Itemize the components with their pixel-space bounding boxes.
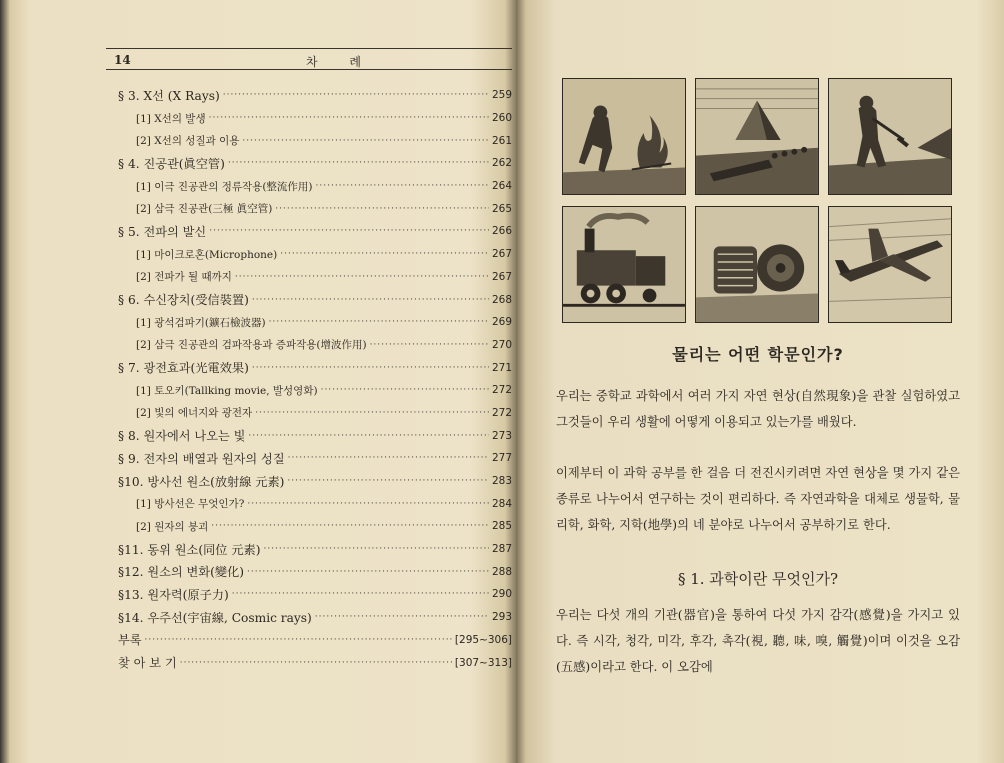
dot-leader xyxy=(321,385,489,395)
toc-entry-page: 259 xyxy=(491,89,512,102)
toc-entry-page: 288 xyxy=(491,565,512,578)
toc-entry-label: 부록 xyxy=(118,633,142,648)
dot-leader xyxy=(235,272,489,282)
toc-entry xyxy=(118,243,512,266)
toc-entry xyxy=(118,629,512,652)
toc-entry-page: 273 xyxy=(491,429,512,442)
toc-entry-label: [1] X선의 발생 xyxy=(136,112,206,125)
toc-entry-page: 287 xyxy=(491,543,512,556)
toc-entry-label: §13. 원자력(原子力) xyxy=(118,587,229,602)
toc-entry xyxy=(118,583,512,606)
toc-entry xyxy=(118,220,512,243)
toc-entry-page: 267 xyxy=(491,248,512,261)
toc-entry xyxy=(118,356,512,379)
toc-entry-page: 267 xyxy=(491,270,512,283)
toc-entry-page: 269 xyxy=(491,316,512,329)
toc-entry-page: 272 xyxy=(491,384,512,397)
toc-entry-page: 260 xyxy=(491,112,512,125)
toc-entry-label: § 8. 원자에서 나오는 빛 xyxy=(118,429,246,444)
toc-entry-page: 283 xyxy=(491,475,512,488)
dot-leader xyxy=(280,249,489,259)
dot-leader xyxy=(269,317,489,327)
toc-entry-page: 290 xyxy=(491,588,512,601)
dot-leader xyxy=(287,476,489,486)
toc-entry-label: §11. 동위 원소(同位 元素) xyxy=(118,542,261,557)
toc-entry xyxy=(118,651,512,674)
dynamo-machine-illustration xyxy=(695,206,819,323)
dot-leader xyxy=(209,113,489,123)
toc-entry-page: 261 xyxy=(491,134,512,147)
illustration-grid xyxy=(562,78,954,324)
paragraph-senses: 우리는 다섯 개의 기관(器官)을 통하여 다섯 가지 감각(感覺)을 가지고 있다. 즉 시각, 청각, 미각, 후각, 촉각(視, 聽, 味, 嗅, 觸覺)이며 이것을 오감(五感)이라고 한다. 이 오감에 xyxy=(556,608,960,674)
dot-leader xyxy=(209,226,489,236)
toc-entry-page: [307~313] xyxy=(454,656,512,669)
fire-maker-illustration xyxy=(562,78,686,195)
toc-entry xyxy=(118,538,512,561)
toc-entry-page: 271 xyxy=(491,361,512,374)
toc-entry xyxy=(118,606,512,629)
toc-entry-label: [2] 빛의 에너지와 광전자 xyxy=(136,407,253,420)
toc-entry-label: §14. 우주선(宇宙線, Cosmic rays) xyxy=(118,610,312,625)
dot-leader xyxy=(180,658,452,668)
toc-entry-page: 268 xyxy=(491,293,512,306)
toc-entry-label: [1] 광석검파기(鑛石檢波器) xyxy=(136,316,266,329)
dot-leader xyxy=(252,363,489,373)
running-title: 차 례 xyxy=(306,55,375,69)
toc-entry-page: 277 xyxy=(491,452,512,465)
toc-entry-label: § 5. 전파의 발신 xyxy=(118,224,207,239)
toc-entry-page: 293 xyxy=(491,611,512,624)
toc-entry xyxy=(118,447,512,470)
dot-leader xyxy=(315,612,489,622)
toc-entry xyxy=(118,175,512,198)
dot-leader xyxy=(288,453,489,463)
toc-entry-page: 266 xyxy=(491,225,512,238)
dot-leader xyxy=(263,544,489,554)
toc-entry xyxy=(118,560,512,583)
toc-entry-label: [1] 마이크로혼(Microphone) xyxy=(136,248,278,261)
toc-entry-label: § 6. 수신장치(受信裝置) xyxy=(118,293,249,308)
toc-entry-page: 264 xyxy=(491,180,512,193)
toc-entry-label: §10. 방사선 원소(放射線 元素) xyxy=(118,474,285,489)
dot-leader xyxy=(370,340,489,350)
dot-leader xyxy=(247,567,489,577)
dot-leader xyxy=(247,499,489,509)
toc-entry-page: 262 xyxy=(491,157,512,170)
toc-entry-label: § 4. 진공관(眞空管) xyxy=(118,156,225,171)
dot-leader xyxy=(228,158,489,168)
toc-entry-page: 265 xyxy=(491,202,512,215)
page-number: 14 xyxy=(114,53,131,67)
dot-leader xyxy=(145,635,452,645)
section-title: § 1. 과학이란 무엇인가? xyxy=(677,570,839,588)
toc-entry xyxy=(118,152,512,175)
toc-entry xyxy=(118,288,512,311)
toc-entry-label: [2] 삼극 진공관의 검파작용과 증파작용(增波作用) xyxy=(136,339,367,352)
pyramid-builders-illustration xyxy=(695,78,819,195)
toc-entry xyxy=(118,424,512,447)
toc-entry xyxy=(118,129,512,152)
toc-entry xyxy=(118,402,512,425)
toc-entry xyxy=(118,470,512,493)
toc-entry-page: 285 xyxy=(491,520,512,533)
toc-entry-label: § 3. X선 (X Rays) xyxy=(118,88,220,103)
dot-leader xyxy=(223,90,489,100)
toc-entry xyxy=(118,311,512,334)
toc-entry-label: § 7. 광전효과(光電效果) xyxy=(118,361,249,376)
table-of-contents xyxy=(118,84,512,674)
dot-leader xyxy=(255,408,489,418)
farmer-hoeing-illustration xyxy=(828,78,952,195)
steam-locomotive-illustration xyxy=(562,206,686,323)
toc-entry xyxy=(118,197,512,220)
toc-entry-page: 272 xyxy=(491,406,512,419)
dot-leader xyxy=(252,295,489,305)
dot-leader xyxy=(248,431,489,441)
toc-entry xyxy=(118,492,512,515)
toc-entry-page: [295~306] xyxy=(454,633,512,646)
toc-entry-page: 270 xyxy=(491,338,512,351)
toc-entry-label: [1] 이극 진공관의 정류작용(整流作用) xyxy=(136,180,313,193)
dot-leader xyxy=(211,521,489,531)
toc-entry-label: §12. 원소의 변화(變化) xyxy=(118,565,244,580)
toc-entry-label: § 9. 전자의 배열과 원자의 성질 xyxy=(118,451,285,466)
toc-entry-label: [2] 원자의 붕괴 xyxy=(136,520,209,533)
paragraph-intro: 우리는 중학교 과학에서 여러 가지 자연 현상(自然現象)을 관찰 실험하였고 그것들이 우리 생활에 어떻게 이용되고 있는가를 배웠다. xyxy=(556,389,960,429)
toc-entry xyxy=(118,334,512,357)
dot-leader xyxy=(232,589,489,599)
airplane-illustration xyxy=(828,206,952,323)
toc-entry xyxy=(118,84,512,107)
toc-entry xyxy=(118,107,512,130)
running-head xyxy=(106,48,512,70)
toc-entry xyxy=(118,379,512,402)
toc-entry-label: [1] 방사선은 무엇인가? xyxy=(136,498,245,511)
toc-entry-label: [2] X선의 성질과 이용 xyxy=(136,135,240,148)
dot-leader xyxy=(275,204,489,214)
toc-entry xyxy=(118,266,512,289)
paragraph-divisions: 이제부터 이 과학 공부를 한 걸음 더 전진시키려면 자연 현상을 몇 가지 같은 종류로 나누어서 연구하는 것이 편리하다. 즉 자연과학을 대체로 생물학, 물리학, 화학, 지학(地學)의 네 분야로 나누어서 공부하기로 한다. xyxy=(556,466,960,532)
toc-entry-page: 284 xyxy=(491,497,512,510)
toc-entry-label: 찾 아 보 기 xyxy=(118,656,177,671)
toc-entry-label: [2] 삼극 진공관(三極 眞空管) xyxy=(136,203,273,216)
dot-leader xyxy=(242,136,489,146)
toc-entry-label: [1] 토오키(Tallking movie, 발성영화) xyxy=(136,384,318,397)
chapter-heading: 물리는 어떤 학문인가? xyxy=(672,345,844,364)
toc-entry xyxy=(118,515,512,538)
dot-leader xyxy=(316,181,489,191)
toc-entry-label: [2] 전파가 될 때까지 xyxy=(136,271,232,284)
